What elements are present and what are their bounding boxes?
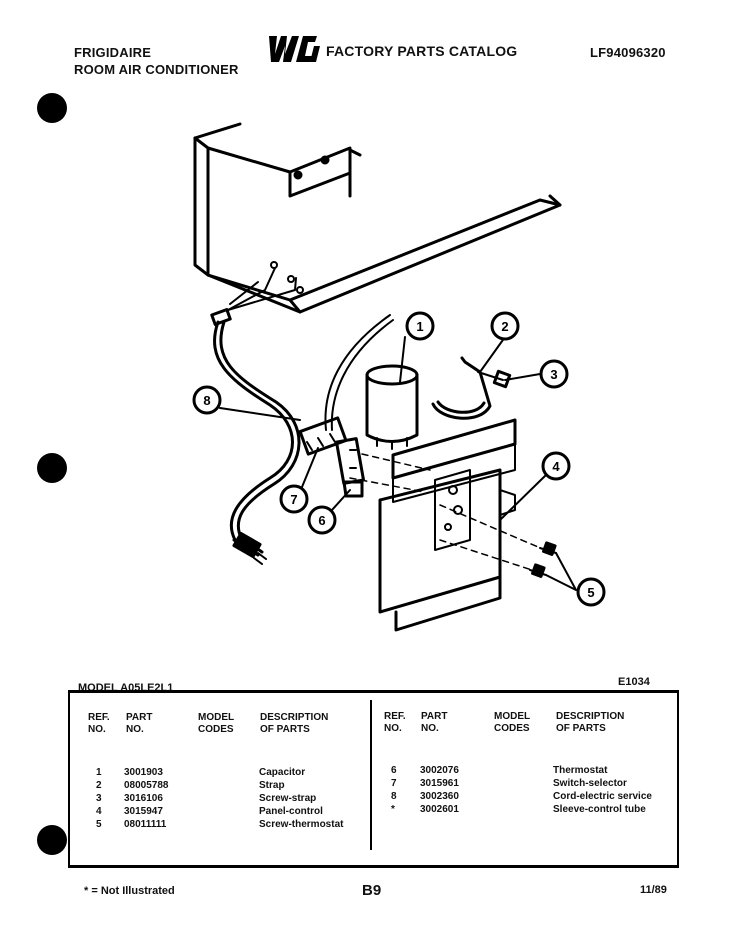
print-date: 11/89 (640, 884, 667, 896)
catalog-title: FACTORY PARTS CATALOG (326, 43, 518, 59)
table-row-part: 3002360 (420, 791, 459, 802)
page-number: B9 (362, 882, 382, 899)
binder-hole (37, 825, 67, 855)
callout-4: 4 (552, 459, 560, 474)
header-description: DESCRIPTION OF PARTS (556, 711, 625, 734)
product-name: ROOM AIR CONDITIONER (74, 62, 239, 77)
footnote: * = Not Illustrated (84, 885, 175, 897)
header-ref-no: REF. NO. (88, 712, 110, 735)
table-row-part: 08011111 (124, 819, 167, 830)
table-row-ref: 8 (391, 791, 397, 802)
table-row-ref: * (391, 804, 395, 815)
table-row-ref: 7 (391, 778, 397, 789)
table-row-ref: 1 (96, 767, 102, 778)
header-part-no: PART NO. (421, 711, 448, 734)
table-row-ref: 4 (96, 806, 102, 817)
table-row-part: 3001903 (124, 767, 163, 778)
table-row-desc: Sleeve-control tube (553, 804, 646, 815)
table-row-desc: Screw-thermostat (259, 819, 344, 830)
table-row-ref: 3 (96, 793, 102, 804)
table-row-part: 3016106 (124, 793, 163, 804)
header-model-codes: MODEL CODES (494, 711, 531, 734)
table-row-desc: Thermostat (553, 765, 608, 776)
header-description: DESCRIPTION OF PARTS (260, 712, 329, 735)
table-row-desc: Switch-selector (553, 778, 627, 789)
table-row-desc: Strap (259, 780, 285, 791)
table-row-part: 3015961 (420, 778, 459, 789)
table-row-desc: Cord-electric service (553, 791, 652, 802)
table-row-desc: Screw-strap (259, 793, 317, 804)
callout-3: 3 (550, 367, 558, 382)
table-row-part: 3002601 (420, 804, 459, 815)
callout-8: 8 (203, 393, 211, 408)
header-ref-no: REF. NO. (384, 711, 406, 734)
table-row-ref: 2 (96, 780, 102, 791)
table-row-part: 08005788 (124, 780, 169, 791)
callout-5: 5 (587, 585, 595, 600)
callout-2: 2 (501, 319, 509, 334)
table-row-ref: 6 (391, 765, 397, 776)
table-row-desc: Panel-control (259, 806, 323, 817)
callout-7: 7 (290, 492, 298, 507)
table-row-ref: 5 (96, 819, 102, 830)
catalog-number: LF94096320 (590, 45, 666, 60)
header-model-codes: MODEL CODES (198, 712, 235, 735)
table-row-part: 3002076 (420, 765, 459, 776)
drawing-code: E1034 (618, 676, 650, 688)
model-label: MODEL A05LE2L1 (78, 682, 174, 694)
table-row-desc: Capacitor (259, 767, 306, 778)
callout-6: 6 (318, 513, 326, 528)
header-part-no: PART NO. (126, 712, 153, 735)
callout-1: 1 (416, 319, 424, 334)
table-row-part: 3015947 (124, 806, 163, 817)
table-divider (370, 700, 372, 850)
brand-name: FRIGIDAIRE (74, 45, 152, 60)
